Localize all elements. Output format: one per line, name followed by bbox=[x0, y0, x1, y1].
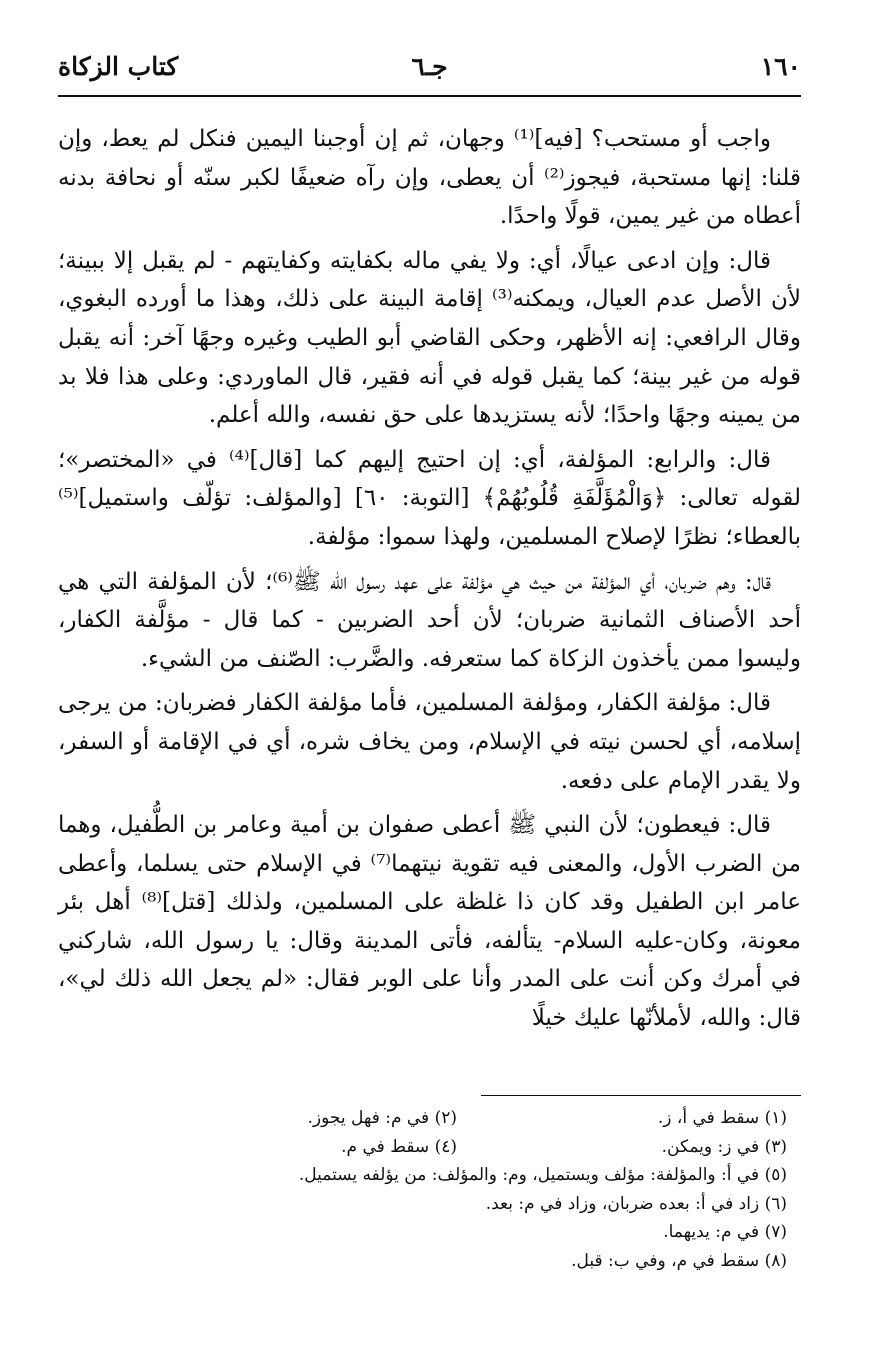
volume-number: جـ٦ bbox=[411, 52, 448, 81]
footnote-8: (٨) سقط في م، وفي ب: قبل. bbox=[571, 1250, 787, 1271]
main-text bbox=[58, 120, 801, 1038]
paragraph: قال: والرابع: المؤلفة، أي: إن احتيج إليهم كما [قال]⁽⁴⁾ في «المختصر»؛ لقوله تعالى: ﴿وَالْمُؤَلَّفَةِ قُلُوبُهُمْ﴾ [التوبة: ٦٠] [والمؤلف: تؤلّف واستميل]⁽⁵⁾ بالعطاء؛ نظرًا لإصلاح المسلمين، ولهذا سموا: مؤلفة. bbox=[58, 446, 802, 550]
footnote-5: (٥) في أ: والمؤلفة: مؤلف ويستميل، وم: والمؤلف: من يؤلفه يستميل. bbox=[298, 1165, 787, 1186]
footnote-divider bbox=[481, 1095, 801, 1096]
paragraph: قال: مؤلفة الكفار، ومؤلفة المسلمين، فأما مؤلفة الكفار فضربان: من يرجى إسلامه، أي لحسن نيته في الإسلام، ومن يخاف شره، أي في الإقامة أو السفر، ولا يقدر الإمام على دفعه. bbox=[58, 690, 801, 794]
footnote-2: (٢) في م: فهل يجوز. bbox=[307, 1108, 457, 1128]
paragraph: قال: فيعطون؛ لأن النبي ﷺ أعطى صفوان بن أمية وعامر بن الطُّفيل، وهما من الضرب الأول، والمعنى فيه تقوية نيتهما⁽⁷⁾ في الإسلام حتى يسلما، وأعطى عامر ابن الطفيل وقد كان ذا غلظة على المسلمين، ولذلك [قتل]⁽⁸⁾ أهل بئر معونة، وكان-عليه السلام- يتألفه، فأتى المدينة وقال: يا رسول الله، شاركني في أمرك وكن أنت على المدر وأنا على الوبر فقال: «لم يجعل الله ذلك لي»، قال: والله، لأملأنّها عليك خيلًا bbox=[58, 812, 801, 1032]
footnote-7: (٧) في م: يديهما. bbox=[663, 1222, 787, 1243]
header-divider bbox=[58, 95, 801, 97]
footnote-6: (٦) زاد في أ: بعده ضربان، وزاد في م: بعد. bbox=[485, 1193, 787, 1214]
page-header bbox=[58, 48, 801, 88]
page-number: ١٦٠ bbox=[760, 52, 801, 81]
book-title: كتاب الزكاة bbox=[58, 52, 179, 81]
footnote-4: (٤) سقط في م. bbox=[341, 1136, 457, 1157]
paragraph: قال: وهم ضربان، أي المؤلفة من حيث هي مؤلفة على عهد رسول الله ﷺ⁽⁶⁾؛ لأن المؤلفة التي هي أحد الأصناف الثمانية ضربان؛ لأن أحد الضربين - كما قال - مؤلَّفة الكفار، وليسوا ممن يأخذون الزكاة كما ستعرفه. والضَّرب: الصّنف من الشيء. bbox=[58, 568, 801, 672]
footnotes bbox=[58, 1104, 787, 1276]
paragraph: واجب أو مستحب؟ [فيه]⁽¹⁾ وجهان، ثم إن أوجبنا اليمين فنكل لم يعط، وإن قلنا: إنها مستحبة، فيجوز⁽²⁾ أن يعطى، وإن رآه ضعيفًا لكبر سنّه أو نحافة بدنه أعطاه من غير يمين، قولًا واحدًا. bbox=[58, 126, 801, 230]
footnote-1: (١) سقط في أ، ز. bbox=[657, 1108, 787, 1128]
footnote-3: (٣) في ز: ويمكن. bbox=[661, 1136, 787, 1157]
paragraph: قال: وإن ادعى عيالًا، أي: ولا يفي ماله بكفايته وكفايتهم - لم يقبل إلا ببينة؛ لأن الأصل عدم العيال، ويمكنه⁽³⁾ إقامة البينة على ذلك، وهذا ما أورده البغوي، وقال الرافعي: إنه الأظهر، وحكى القاضي أبو الطيب وغيره وجهًا آخر: أنه يقبل قوله من غير بينة؛ كما يقبل قوله في أنه فقير، قال الماوردي: وعلى هذا فلا بد من يمينه وجهًا واحدًا؛ لأنه يستزيدها على حق نفسه، والله أعلم. bbox=[58, 247, 802, 429]
